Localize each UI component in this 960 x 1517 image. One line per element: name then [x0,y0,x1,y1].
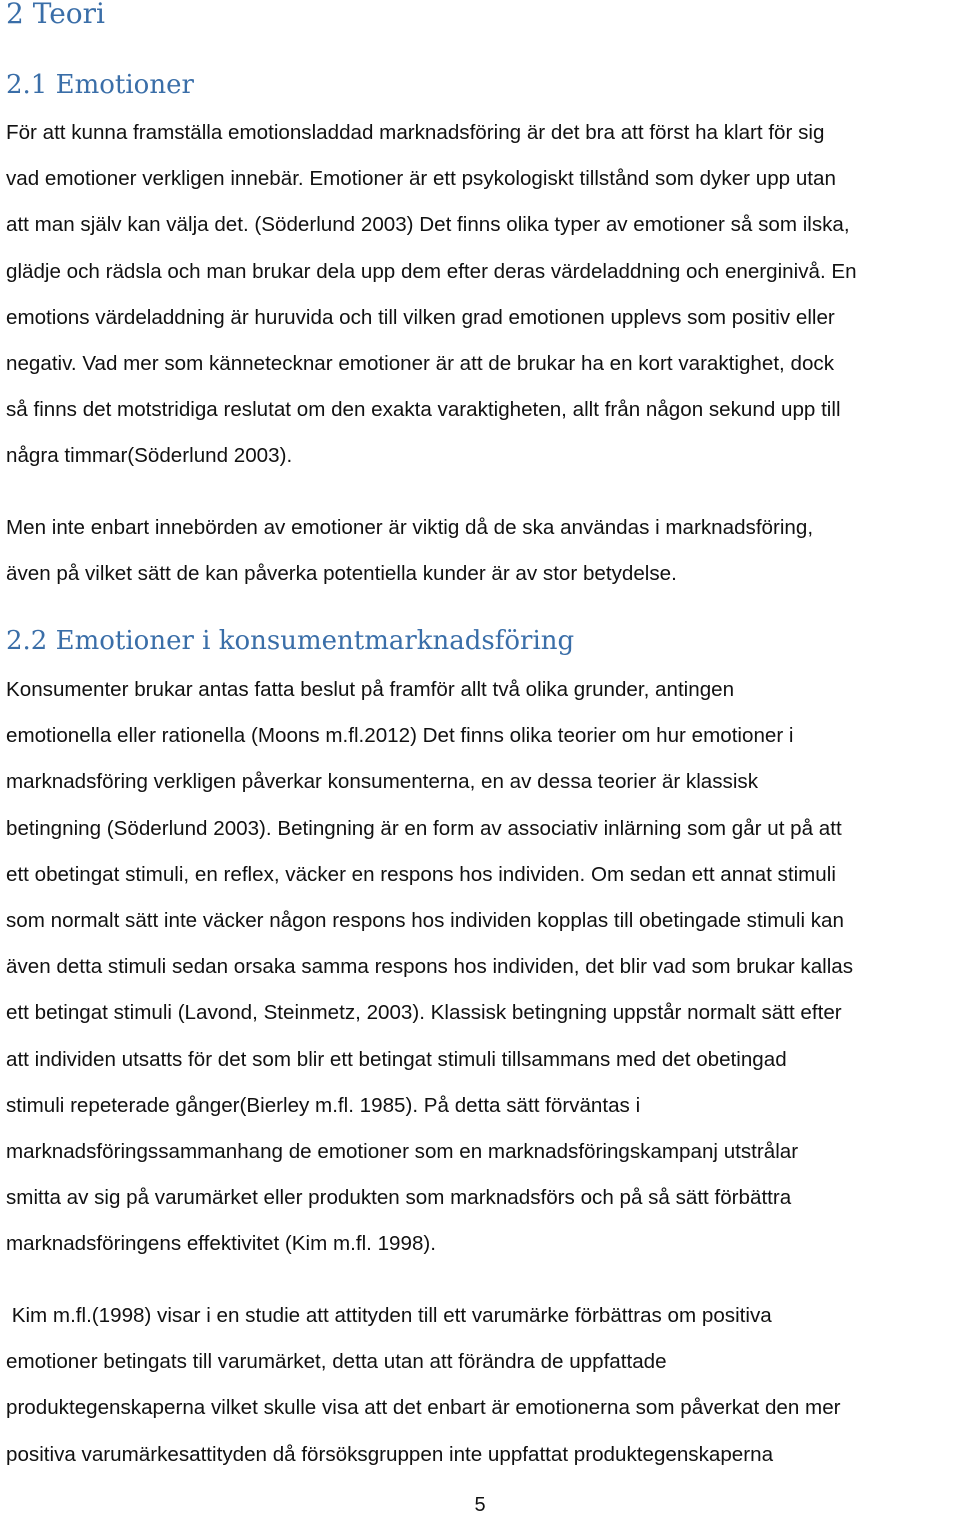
text-line: vad emotioner verkligen innebär. Emotioner är ett psykologiskt tillstånd som dyker upp utan [6,167,836,191]
text-line: emotions värdeladdning är huruvida och till vilken grad emotionen upplevs som positiv eller [6,305,835,329]
section-heading-konsumentmarknadsforing: 2.2 Emotioner i konsumentmarknadsföring [6,626,575,656]
text-line: även på vilket sätt de kan påverka potentiella kunder är av stor betydelse. [6,562,677,586]
text-line: betingning (Söderlund 2003). Betingning är en form av associativ inlärning som går ut på att [6,816,842,840]
text-line: att man själv kan välja det. (Söderlund 2003) Det finns olika typer av emotioner så som ilska, [6,213,850,237]
text-line: smitta av sig på varumärket eller produkten som marknadsförs och på så sätt förbättra [6,1186,792,1210]
text-line: marknadsföring verkligen påverkar konsumenterna, en av dessa teorier är klassisk [6,770,759,794]
paragraph-emotioner-importance [6,505,956,597]
text-line: glädje och rädsla och man brukar dela upp dem efter deras värdeladdning och energinivå. En [6,259,857,283]
text-line: några timmar(Söderlund 2003). [6,444,293,468]
text-line: Men inte enbart innebörden av emotioner är viktig då de ska användas i marknadsföring, [6,516,814,539]
paragraph-klassisk-betingning [6,667,956,1268]
text-line: ett obetingat stimuli, en reflex, väcker en respons hos individen. Om sedan ett annat stimuli [6,862,836,886]
page-number: 5 [474,1494,486,1516]
text-line: så finns det motstridiga reslutat om den exakta varaktigheten, allt från någon sekund upp till [6,398,841,422]
text-line: stimuli repeterade gånger(Bierley m.fl. 1985). På detta sätt förväntas i [6,1093,641,1117]
text-line: emotioner betingats till varumärket, detta utan att förändra de uppfattade [6,1350,667,1374]
text-line: marknadsföringens effektivitet (Kim m.fl. 1998). [6,1232,436,1256]
text-line: emotionella eller rationella (Moons m.fl.2012) Det finns olika teorier om hur emotioner i [6,724,794,748]
text-line: produktegenskaperna vilket skulle visa att det enbart är emotionerna som påverkat den mer [6,1396,841,1420]
text-line: att individen utsatts för det som blir ett betingat stimuli tillsammans med det obetingad [6,1047,787,1071]
text-line: positiva varumärkesattityden då försöksgruppen inte uppfattat produktegenskaperna [6,1442,774,1466]
paragraph-kim-study [6,1293,956,1478]
chapter-heading: 2 Teori [6,0,105,30]
text-line: marknadsföringssammanhang de emotioner som en marknadsföringskampanj utstrålar [6,1140,799,1164]
paragraph-emotioner-definition [6,110,956,480]
text-line: ett betingat stimuli (Lavond, Steinmetz, 2003). Klassisk betingning uppstår normalt sätt efter [6,1001,842,1025]
text-line: Konsumenter brukar antas fatta beslut på framför allt två olika grunder, antingen [6,678,735,701]
text-line: negativ. Vad mer som kännetecknar emotioner är att de brukar ha en kort varaktighet, dock [6,352,834,376]
section-heading-emotioner: 2.1 Emotioner [6,70,194,100]
text-line: För att kunna framställa emotionsladdad marknadsföring är det bra att först ha klart för sig [6,121,825,144]
text-line: som normalt sätt inte väcker någon respons hos individen kopplas till obetingade stimuli kan [6,909,844,933]
text-line: Kim m.fl.(1998) visar i en studie att attityden till ett varumärke förbättras om positiva [6,1304,772,1327]
text-line: även detta stimuli sedan orsaka samma respons hos individen, det blir vad som brukar kallas [6,955,854,979]
